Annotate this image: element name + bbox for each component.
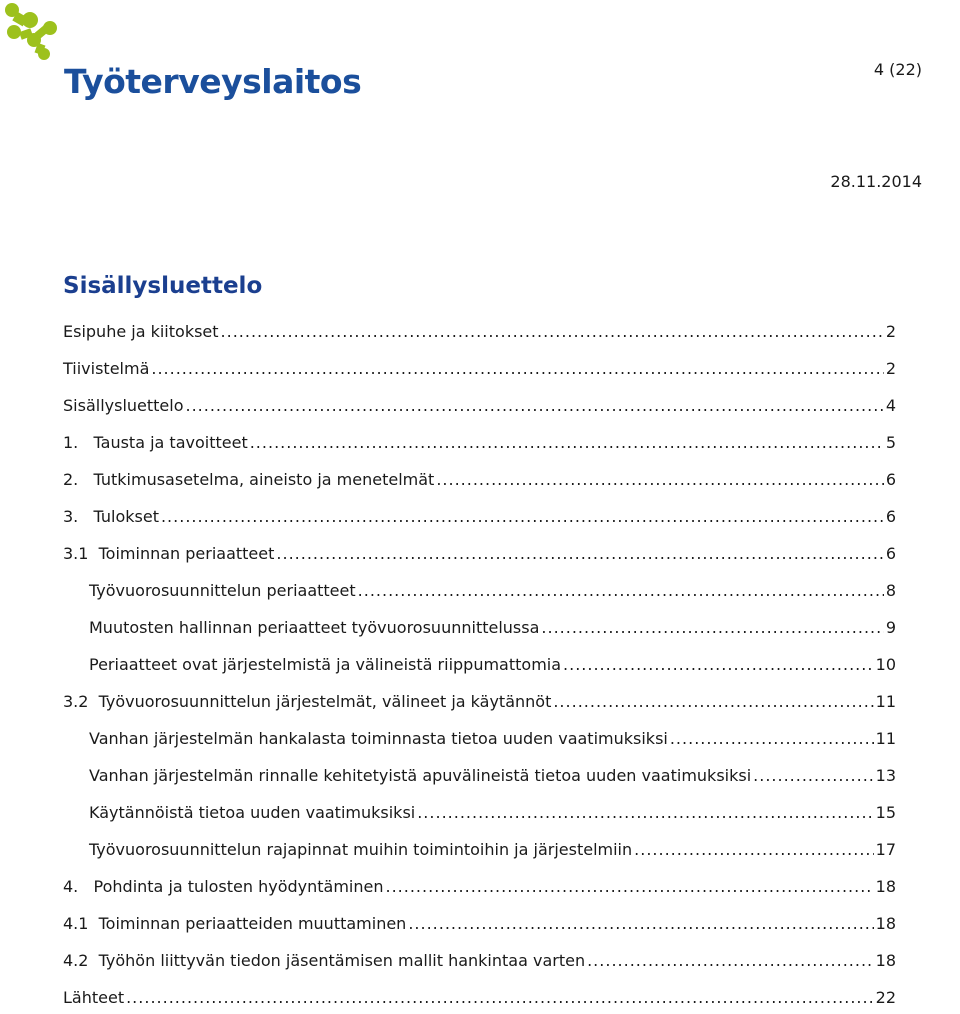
toc-dot-leader	[753, 762, 873, 790]
toc-entry-page: 6	[885, 544, 896, 563]
toc-entry[interactable]	[89, 577, 896, 605]
toc-entry[interactable]	[89, 836, 896, 864]
page-number: 4 (22)	[873, 60, 922, 79]
toc-entry[interactable]	[63, 318, 896, 346]
toc-dot-leader	[186, 392, 884, 420]
toc-entry[interactable]	[63, 688, 896, 716]
toc-entry-page: 2	[885, 322, 896, 341]
toc-dot-leader	[386, 873, 874, 901]
toc-entry-label: 3. Tulokset	[63, 507, 159, 526]
toc-dot-leader	[276, 540, 883, 568]
logo-mark-icon	[0, 0, 70, 70]
toc-dot-leader	[436, 466, 884, 494]
toc-entry-label: Lähteet	[63, 988, 125, 1007]
toc-entry-page: 9	[885, 618, 896, 637]
toc-entry-page: 5	[885, 433, 896, 452]
toc-entry-label: 4.1 Toiminnan periaatteiden muuttaminen	[63, 914, 407, 933]
toc-dot-leader	[161, 503, 884, 531]
toc-entry-page: 6	[885, 507, 896, 526]
logo-text: Työterveyslaitos	[64, 62, 362, 101]
toc-entry[interactable]	[89, 762, 896, 790]
toc-dot-leader	[587, 947, 874, 975]
toc-entry-label: 2. Tutkimusasetelma, aineisto ja menetelmät	[63, 470, 435, 489]
toc-entry-label: Vanhan järjestelmän rinnalle kehitetyistä apuvälineistä tietoa uuden vaatimuksiksi	[89, 766, 752, 785]
toc-entry[interactable]	[63, 947, 896, 975]
toc-dot-leader	[221, 318, 884, 346]
toc-entry-label: Vanhan järjestelmän hankalasta toiminnasta tietoa uuden vaatimuksiksi	[89, 729, 668, 748]
toc-title: Sisällysluettelo	[63, 273, 263, 299]
toc-entry-page: 18	[875, 951, 896, 970]
toc-entry[interactable]	[63, 503, 896, 531]
toc-entry-label: 4.2 Työhön liittyvän tiedon jäsentämisen mallit hankintaa varten	[63, 951, 586, 970]
logo	[0, 0, 362, 110]
toc-entry-label: Tiivistelmä	[63, 359, 150, 378]
toc-dot-leader	[250, 429, 884, 457]
toc-entry-page: 11	[875, 729, 896, 748]
toc-entry-label: Periaatteet ovat järjestelmistä ja välineistä riippumattomia	[89, 655, 562, 674]
toc-entry-page: 22	[875, 988, 896, 1007]
toc-entry-label: Käytännöistä tietoa uuden vaatimuksiksi	[89, 803, 416, 822]
toc-entry-page: 6	[885, 470, 896, 489]
toc-dot-leader	[563, 651, 874, 679]
toc-entry-page: 13	[875, 766, 896, 785]
toc-entry[interactable]	[89, 614, 896, 642]
toc-entry[interactable]	[63, 392, 896, 420]
toc-dot-leader	[417, 799, 873, 827]
toc-entry-label: 3.2 Työvuorosuunnittelun järjestelmät, välineet ja käytännöt	[63, 692, 552, 711]
toc-entry-label: Sisällysluettelo	[63, 396, 184, 415]
toc-entry-page: 18	[875, 914, 896, 933]
toc-dot-leader	[553, 688, 873, 716]
toc-entry-label: Työvuorosuunnittelun rajapinnat muihin toimintoihin ja järjestelmiin	[89, 840, 633, 859]
toc-entry-page: 8	[885, 581, 896, 600]
toc-entry-page: 2	[885, 359, 896, 378]
toc-entry-page: 10	[875, 655, 896, 674]
toc-entry[interactable]	[63, 429, 896, 457]
toc-dot-leader	[358, 577, 884, 605]
toc-entry[interactable]	[89, 651, 896, 679]
document-date: 28.11.2014	[830, 172, 922, 191]
toc-entry-label: Työvuorosuunnittelun periaatteet	[89, 581, 356, 600]
toc-entry[interactable]	[63, 984, 896, 1012]
toc-dot-leader	[541, 614, 883, 642]
toc-dot-leader	[634, 836, 874, 864]
toc-entry[interactable]	[63, 910, 896, 938]
toc-entry[interactable]	[63, 540, 896, 568]
toc-entry-page: 18	[875, 877, 896, 896]
toc-dot-leader	[126, 984, 874, 1012]
toc-entry[interactable]	[89, 799, 896, 827]
toc-entry[interactable]	[63, 873, 896, 901]
toc-dot-leader	[670, 725, 874, 753]
toc-entry-page: 11	[875, 692, 896, 711]
toc-entry-label: 3.1 Toiminnan periaatteet	[63, 544, 275, 563]
toc-entry[interactable]	[63, 355, 896, 383]
toc-entry-label: Muutosten hallinnan periaatteet työvuorosuunnittelussa	[89, 618, 540, 637]
toc-entry-page: 17	[875, 840, 896, 859]
toc-entry[interactable]	[89, 725, 896, 753]
toc-entry-page: 4	[885, 396, 896, 415]
toc-entry-page: 15	[875, 803, 896, 822]
toc-entry[interactable]	[63, 466, 896, 494]
toc-entry-label: Esipuhe ja kiitokset	[63, 322, 219, 341]
toc-entry-label: 4. Pohdinta ja tulosten hyödyntäminen	[63, 877, 384, 896]
toc-dot-leader	[408, 910, 873, 938]
toc-entry-label: 1. Tausta ja tavoitteet	[63, 433, 248, 452]
toc-dot-leader	[151, 355, 883, 383]
